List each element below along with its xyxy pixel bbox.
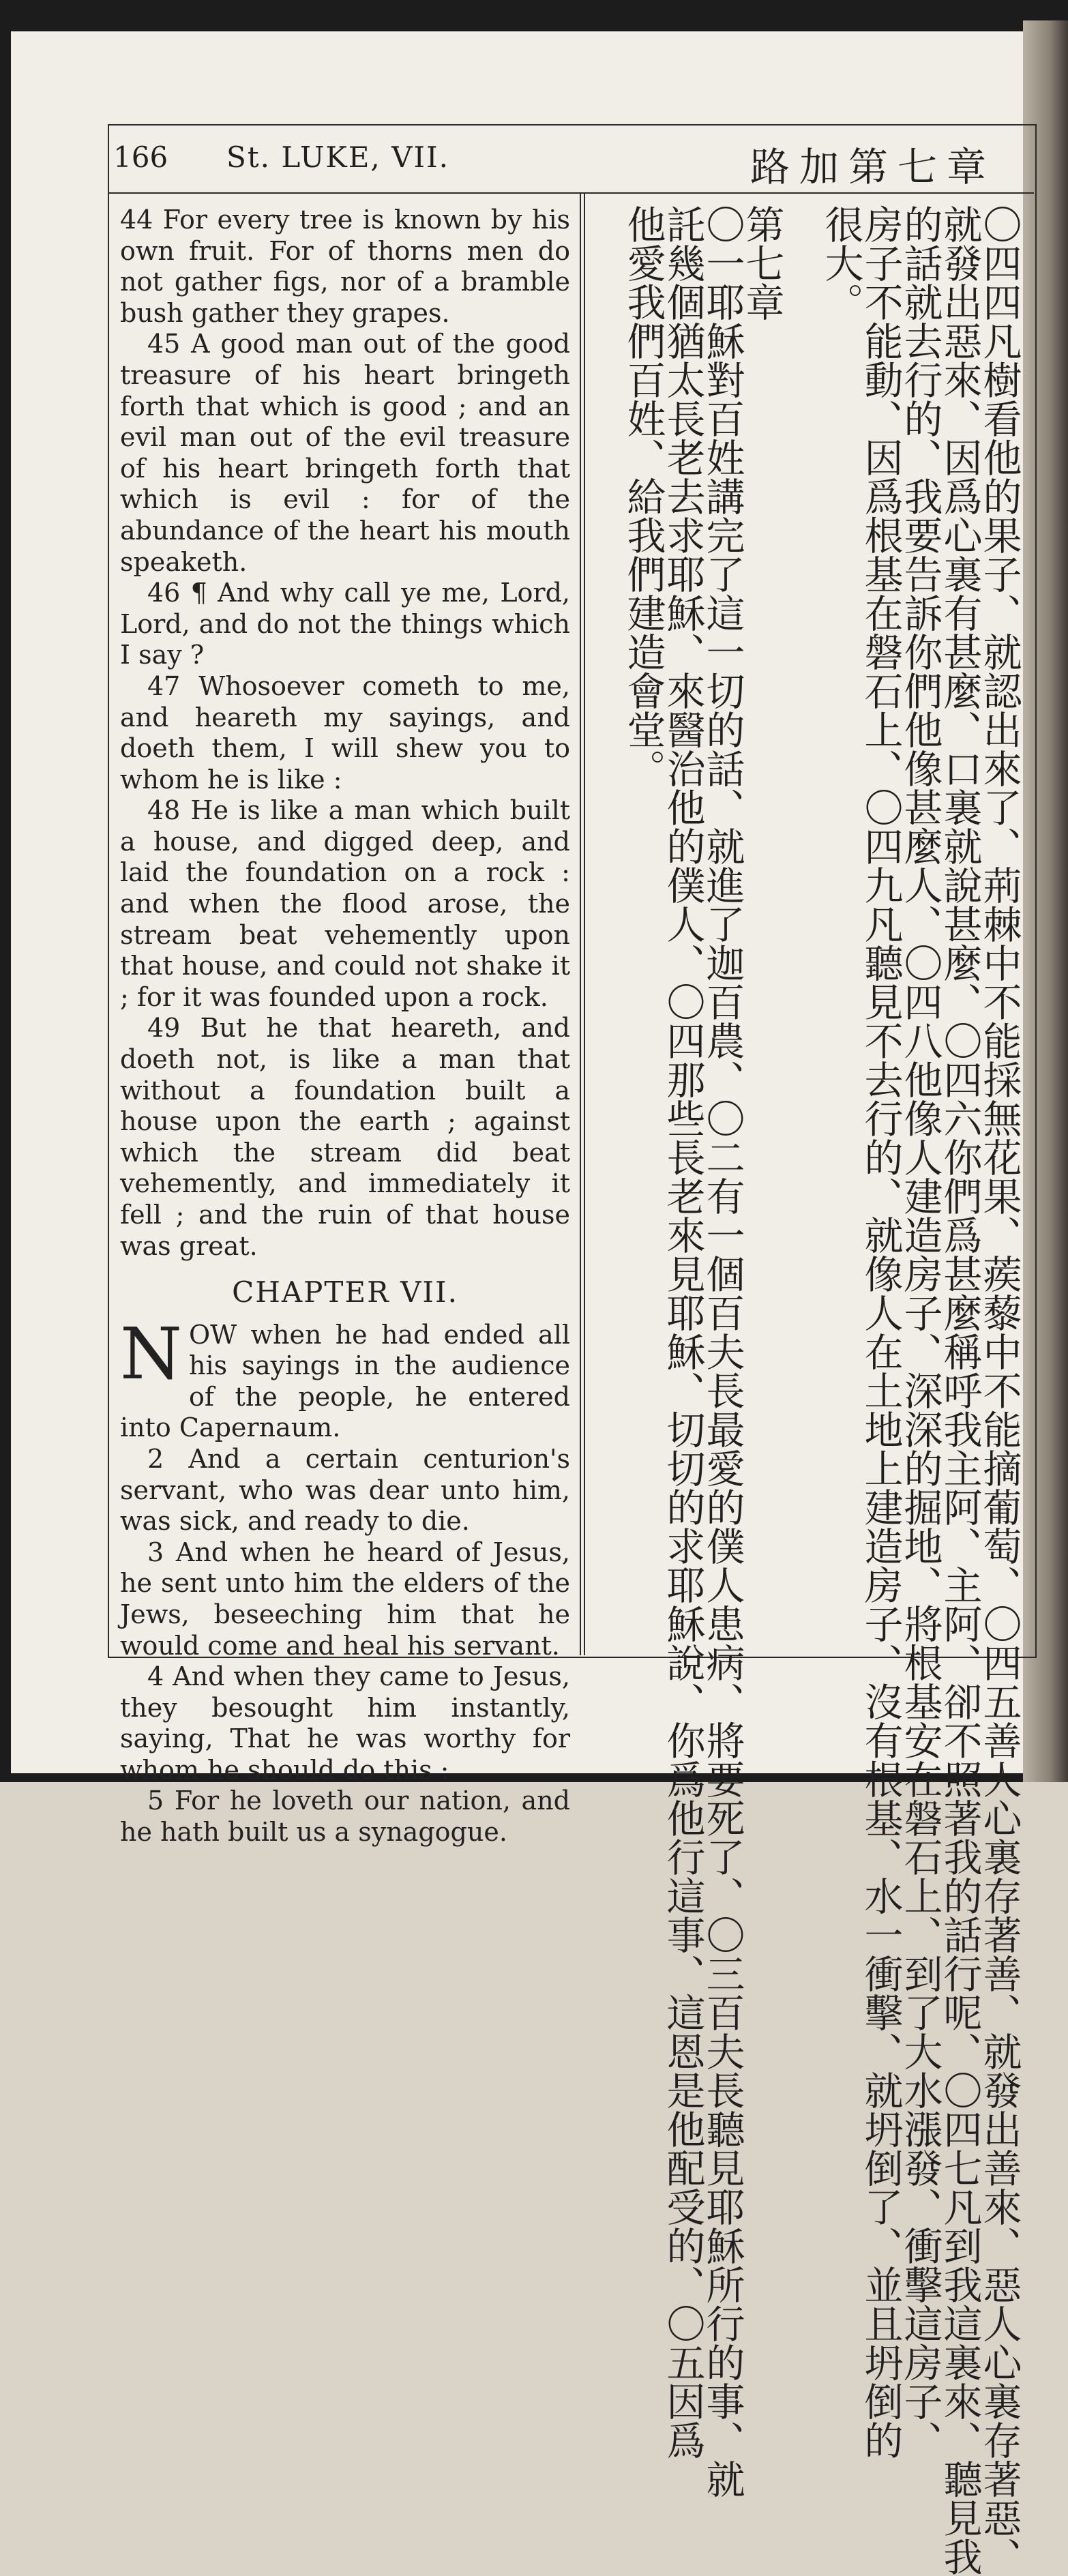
chinese-line: 就發出惡來、因爲心裏有甚麼、口裏就說甚麼、〇四六你們爲甚麼稱呼我主阿、主阿、卻不照著我的話行呢、〇四七凡到我這裏來、聽見我	[937, 205, 982, 2576]
chinese-line: 他愛我們百姓、給我們建造會堂。	[621, 205, 666, 788]
verse-2: 2 And a certain centurion's servant, who was dear unto him, was sick, and ready to die.	[120, 1443, 570, 1537]
column-divider-right	[584, 194, 585, 1655]
drop-cap: N	[120, 1312, 182, 1395]
verse-48: 48 He is like a man which built a house, and digged deep, and laid the foundation on a rock : and when the flood arose, the stream beat vehemently upon that house, and could not shake it ; for it was founded upon a rock.	[120, 795, 570, 1012]
verse-46: 46 ¶ And why call ye me, Lord, Lord, and do not the things which I say ?	[120, 578, 570, 670]
chinese-running-title: 路加第七章	[750, 144, 996, 190]
verse-49: 49 But he that heareth, and doeth not, is like a man that without a foundation built a house upon the earth ; against which the stream did beat vehemently, and immediately it fell ; and the ruin of that house was great.	[120, 1013, 570, 1261]
verse-3: 3 And when he heard of Jesus, he sent unto him the elders of the Jews, beseeching him that he would come and heal his servant.	[120, 1537, 570, 1661]
page-number: 166	[113, 140, 168, 174]
chinese-text-column	[588, 205, 1024, 2576]
chinese-line: 房子不能動、因爲根基在磐石上、〇四九凡聽見不去行的、就像人在土地上建造房子、沒有根基、水一衝擊、就坍倒了、並且坍倒的	[858, 205, 903, 2459]
chinese-line	[787, 205, 827, 1644]
verse-4: 4 And when they came to Jesus, they besought him instantly, saying, That he was worthy for whom he should do this :	[120, 1661, 570, 1785]
chinese-line: 〇四四凡樹看他的果子、就認出來了、荊棘中不能採無花果、蒺藜中不能摘葡萄、〇四五善人心裏存著善、就發出善來、惡人心裏存著惡、	[977, 205, 1022, 2576]
verse-45: 45 A good man out of the good treasure of his heart bringeth forth that which is good ; and an evil man out of the evil treasure of his heart bringeth forth that which is evil : for of the abundance of the heart his mouth speaketh.	[120, 329, 570, 577]
verse-1	[120, 1312, 570, 1444]
chinese-line: 的話就去行的、我要告訴你們他像甚麼人、〇四八他像人建造房子、深深的掘地、將根基安在磐石上、到了大水漲發、衝擊這房子、	[898, 205, 943, 2459]
chinese-line: 託幾個猶太長老去求耶穌、來醫治他的僕人、〇四那些長老來見耶穌、切切的求耶穌說、你爲他行這事、這恩是他配受的、〇五因爲	[660, 205, 705, 2459]
english-text-column	[120, 205, 570, 1848]
running-title: St. LUKE, VII.	[226, 140, 449, 174]
chinese-line: 很大。	[818, 205, 863, 321]
verse-5: 5 For he loveth our nation, and he hath built us a synagogue.	[120, 1786, 570, 1848]
header-rule	[108, 192, 1034, 194]
verse-47: 47 Whosoever cometh to me, and heareth my sayings, and doeth them, I will shew you to whom he is like :	[120, 670, 570, 795]
chinese-chapter-heading: 第七章	[739, 205, 784, 321]
chapter-heading: CHAPTER VII.	[232, 1275, 458, 1309]
chinese-line: 〇一耶穌對百姓講完了這一切的話、就進了迦百農、〇二有一個百夫長最愛的僕人患病、將要死了、〇三百夫長聽見耶穌所行的事、就	[700, 205, 745, 2498]
column-divider-left	[580, 194, 581, 1655]
verse-44: 44 For every tree is known by his own fruit. For of thorns men do not gather figs, nor of a bramble bush gather they grapes.	[120, 205, 570, 328]
verse-1-text: OW when he had ended all his sayings in the audience of the people, he entered into Capernaum.	[120, 1319, 570, 1443]
